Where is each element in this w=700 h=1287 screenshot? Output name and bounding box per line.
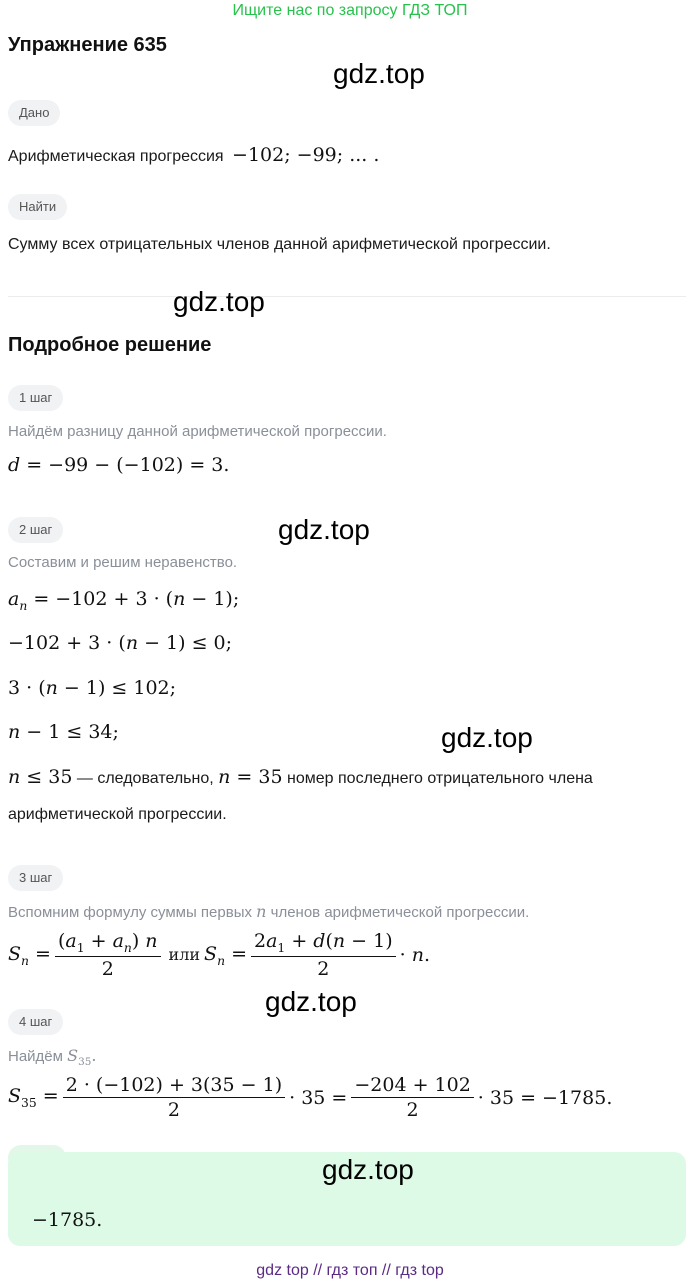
watermark: gdz.top <box>278 514 370 545</box>
step4-description: Найдём $S_{35}$. <box>8 1046 97 1069</box>
given-line: Арифметическая прогрессия −102; −99; ... . <box>8 144 380 166</box>
step2-description: Составим и решим неравенство. <box>8 554 238 571</box>
page-title: Упражнение 635 <box>8 34 167 56</box>
given-sequence: −102; −99; ... . <box>232 144 380 166</box>
step2-conclusion-cont: арифметической прогрессии. <box>8 806 227 823</box>
divider <box>8 296 686 297</box>
step2-badge: 2 шаг <box>8 517 63 543</box>
step2-formula-1: $a_n = -102 + 3 \cdot (n - 1)$; <box>8 588 240 613</box>
step4-badge: 4 шаг <box>8 1009 63 1035</box>
step3-formula: $S_n$ = $\frac{(a_1 + a_n) n}{2}$ или $S_n$ = $\frac{2a_1 + d(n - 1)}{2}$ · n. <box>8 930 431 980</box>
solution-title: Подробное решение <box>8 334 212 356</box>
step1-badge: 1 шаг <box>8 385 63 411</box>
answer-value: −1785. <box>32 1209 103 1231</box>
step4-formula: $S_{35}$ = $\frac{2 \cdot (-102) + 3(35 - 1)}{2}$ · 35 = $\frac{-204 + 102}{2}$ · 35 = −1785. <box>8 1074 613 1121</box>
find-badge: Найти <box>8 194 67 220</box>
watermark: gdz.top <box>322 1154 414 1185</box>
step2-formula-3: 3 · (n − 1) ≤ 102; <box>8 677 177 699</box>
footer-links[interactable]: gdz top // гдз топ // гдз top <box>256 1262 444 1279</box>
watermark: gdz.top <box>441 722 533 753</box>
step2-conclusion: n ≤ 35 — следовательно, n = 35 номер последнего отрицательного члена <box>8 766 593 788</box>
step2-formula-2: −102 + 3 · (n − 1) ≤ 0; <box>8 632 233 654</box>
step1-formula: d = −99 − (−102) = 3. <box>8 454 230 476</box>
watermark: gdz.top <box>333 58 425 89</box>
watermark: gdz.top <box>265 986 357 1017</box>
step2-formula-4: n − 1 ≤ 34; <box>8 721 119 743</box>
step1-description: Найдём разницу данной арифметической прогрессии. <box>8 423 387 440</box>
find-text: Сумму всех отрицательных членов данной арифметической прогрессии. <box>8 236 551 253</box>
step3-description: Вспомним формулу суммы первых n членов арифметической прогрессии. <box>8 902 530 921</box>
step3-badge: 3 шаг <box>8 865 63 891</box>
top-banner[interactable]: Ищите нас по запросу ГДЗ ТОП <box>232 2 468 19</box>
given-badge: Дано <box>8 100 60 126</box>
watermark: gdz.top <box>173 286 265 317</box>
